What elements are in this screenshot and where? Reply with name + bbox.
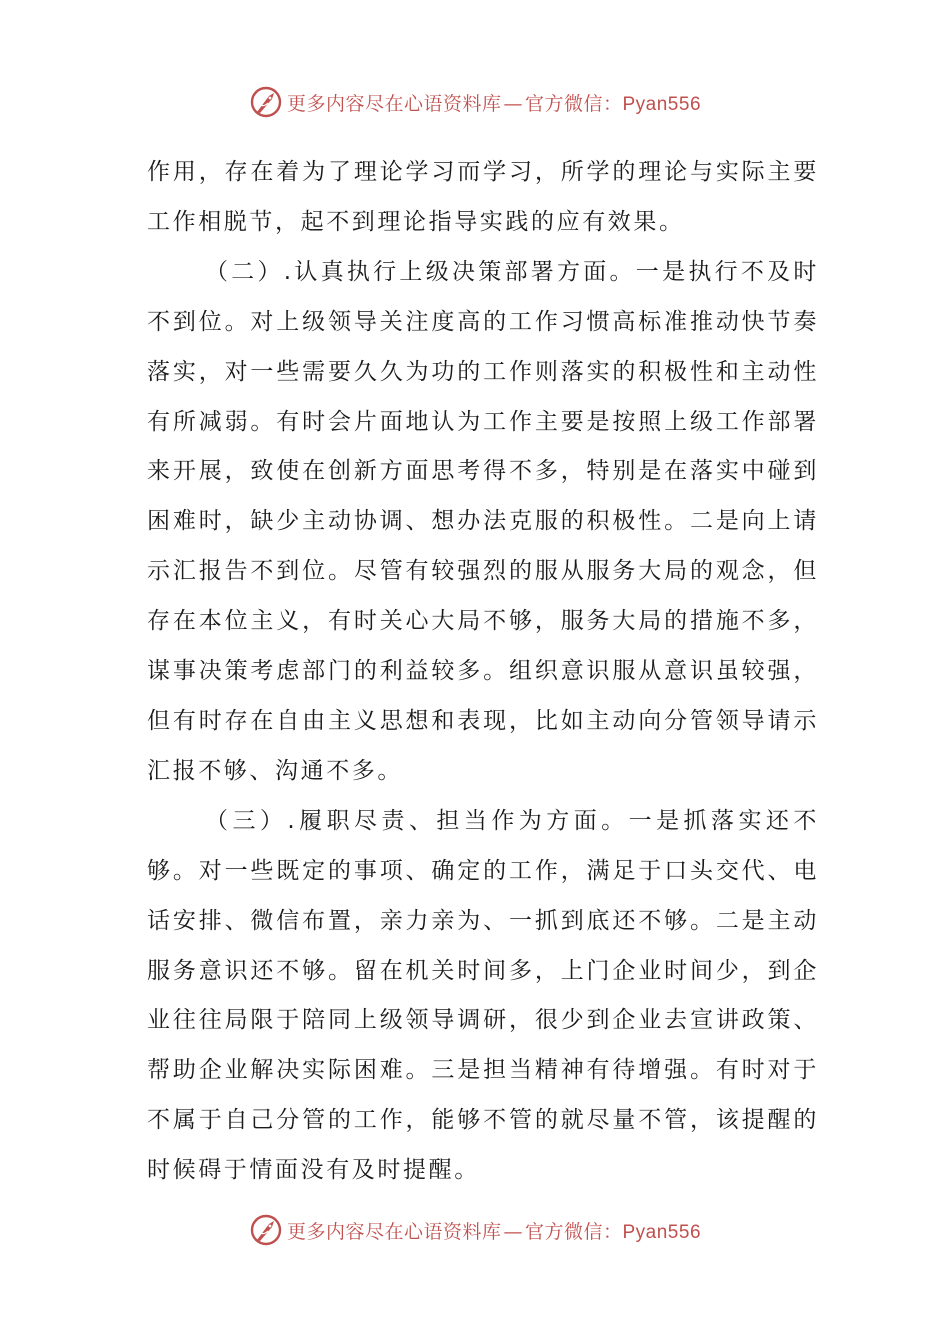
footer-banner <box>0 1210 950 1250</box>
wechat-contact: 官方微信：Pyan556 <box>525 1221 702 1243</box>
pen-nib-circle-icon <box>249 85 283 119</box>
document-body <box>147 148 819 1196</box>
paragraph-section-two: （二）.认真执行上级决策部署方面。一是执行不及时不到位。对上级领导关注度高的工作习惯高标准推动快节奏落实，对一些需要久久为功的工作则落实的积极性和主动性有所减弱。有时会片面地认为工作主要是按照上级工作部署来开展，致使在创新方面思考得不多，特别是在落实中碰到困难时，缺少主动协调、想办法克服的积极性。二是向上请示汇报告不到位。尽管有较强烈的服从服务大局的观念，但存在本位主义，有时关心大局不够，服务大局的措施不多，谋事决策考虑部门的利益较多。组织意识服从意识虽较强，但有时存在自由主义思想和表现，比如主动向分管领导请示汇报不够、沟通不多。 <box>147 258 819 784</box>
banner-separator: — <box>503 92 523 115</box>
wechat-contact: 官方微信：Pyan556 <box>525 93 702 115</box>
paragraph-section-three: （三）.履职尽责、担当作为方面。一是抓落实还不够。对一些既定的事项、确定的工作，满足于口头交代、电话安排、微信布置，亲力亲为、一抓到底还不够。二是主动服务意识还不够。留在机关时间多，上门企业时间少，到企业往往局限于陪同上级领导调研，很少到企业去宣讲政策、帮助企业解决实际困难。三是担当精神有待增强。有时对于不属于自己分管的工作，能够不管的就尽量不管，该提醒的时候碍于情面没有及时提醒。 <box>147 807 819 1184</box>
site-name: 更多内容尽在心语资料库 <box>286 1220 502 1243</box>
site-name: 更多内容尽在心语资料库 <box>286 92 502 115</box>
banner-text <box>287 89 701 116</box>
pen-nib-circle-icon <box>249 1213 283 1247</box>
banner-separator: — <box>503 1220 523 1243</box>
banner-text <box>287 1217 701 1244</box>
paragraph-continuation: 作用，存在着为了理论学习而学习，所学的理论与实际主要工作相脱节，起不到理论指导实践的应有效果。 <box>147 159 819 235</box>
header-banner <box>0 82 950 122</box>
